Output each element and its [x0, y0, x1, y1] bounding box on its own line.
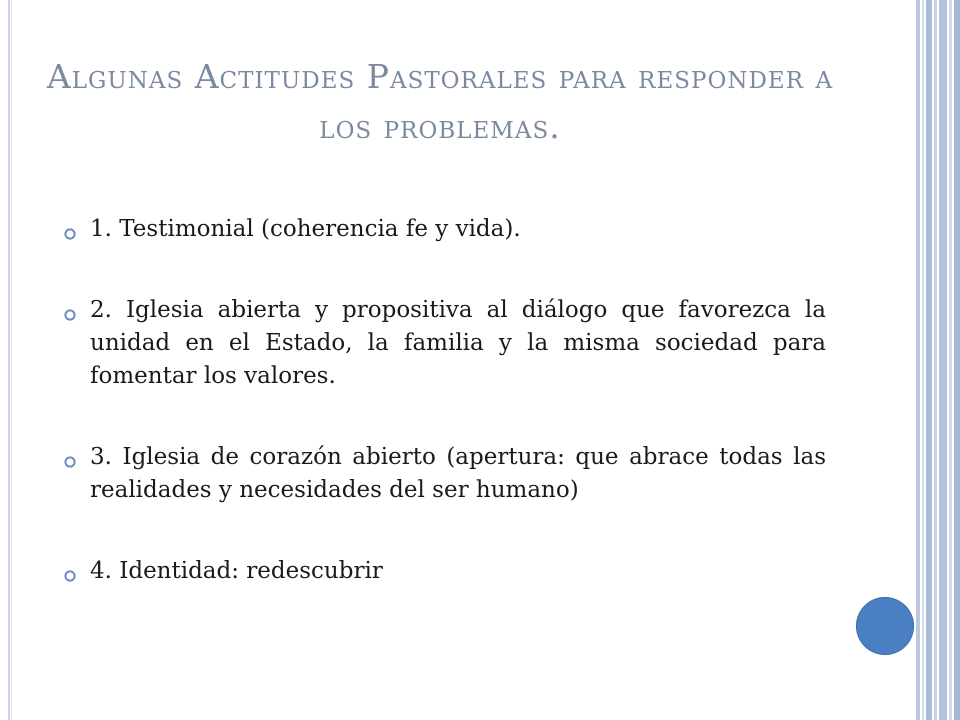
bullet-text: 3. Iglesia de corazón abierto (apertura: que abrace todas las realidades y necesidades del ser humano) — [90, 444, 826, 503]
decorative-circle — [856, 597, 914, 655]
bullet-item — [64, 441, 826, 507]
bullet-text: 4. Identidad: redescubrir — [90, 558, 383, 584]
open-circle-icon — [64, 228, 76, 240]
right-band-stripe — [939, 0, 947, 720]
open-circle-icon — [64, 309, 76, 321]
right-band-stripe — [949, 0, 952, 720]
bullet-list — [64, 213, 826, 588]
right-band-stripe — [954, 0, 960, 720]
open-circle-icon — [64, 456, 76, 468]
bullet-item — [64, 213, 826, 246]
right-band-stripe — [916, 0, 920, 720]
bullet-text: 2. Iglesia abierta y propositiva al diálogo que favorezca la unidad en el Estado, la familia y la misma sociedad para fomentar los valores. — [90, 297, 826, 389]
bullet-item — [64, 294, 826, 393]
slide-title: Algunas Actitudes Pastorales para responder a los problemas. — [46, 57, 834, 146]
right-decorative-band — [916, 0, 960, 720]
right-band-stripe — [934, 0, 937, 720]
bullet-text: 1. Testimonial (coherencia fe y vida). — [90, 216, 521, 242]
left-frame-line — [8, 0, 10, 720]
right-band-stripe — [926, 0, 932, 720]
open-circle-icon — [64, 570, 76, 582]
bullet-item — [64, 555, 826, 588]
left-frame-line-inner — [11, 0, 12, 720]
right-band-stripe — [922, 0, 924, 720]
